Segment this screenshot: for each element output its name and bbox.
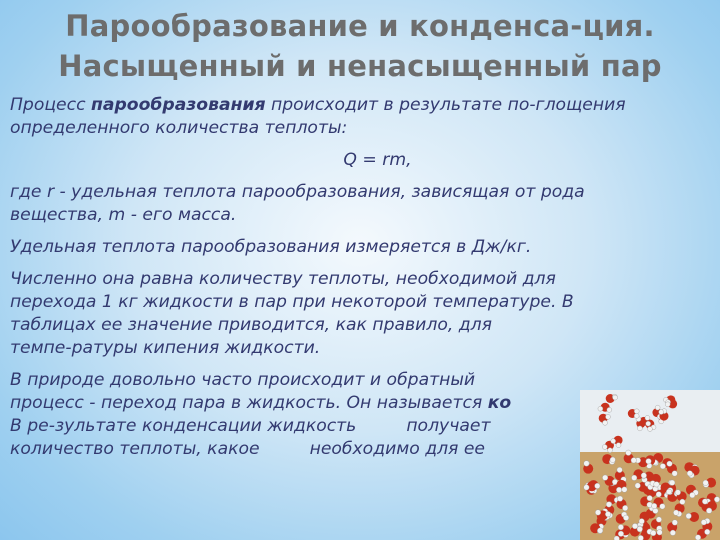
p5-line-2-text: процесс - переход пара в жидкость. Он называется <box>10 393 488 413</box>
p5-line-3-a: В ре-зультате конденсации жидкость <box>10 416 357 436</box>
molecules-svg <box>580 390 720 540</box>
p5-line-1: В природе довольно часто происходит и обратный <box>10 370 476 390</box>
p1-lead: Процесс <box>10 95 91 115</box>
p1-line-1 <box>10 94 715 117</box>
title-line-1: Парообразование и конденса-ция. <box>65 9 655 43</box>
p4-line-2: перехода 1 кг жидкости в пар при некоторой температуре. В <box>10 292 574 312</box>
slide-title <box>0 6 720 86</box>
p2-line-2: вещества, m - его масса. <box>10 205 237 225</box>
p1-rest: происходит в результате по-глощения <box>265 95 626 115</box>
p3-line-1: Удельная теплота парообразования измеряется в Дж/кг. <box>10 237 532 257</box>
formula: Q = rm, <box>343 150 412 170</box>
p4-line-3: таблицах ее значение приводится, как правило, для <box>10 315 492 335</box>
p1-line-2: определенного количества теплоты: <box>10 118 348 138</box>
molecules-illustration-icon <box>580 390 720 540</box>
p2-line-1: где r - удельная теплота парообразования, зависящая от рода <box>10 182 585 202</box>
p5-line-4-b: необходимо для ее <box>309 439 486 459</box>
p4-line-1: Численно она равна количеству теплоты, необходимой для <box>10 269 556 289</box>
p5-line-2-bold: ко <box>487 393 512 413</box>
p1-bold-term: парообразования <box>91 95 266 115</box>
p4-line-4: темпе-ратуры кипения жидкости. <box>10 338 321 358</box>
title-line-2: Насыщенный и ненасыщенный пар <box>58 49 662 83</box>
p5-line-3-b: получает <box>406 416 491 436</box>
p5-line-4-a: количество теплоты, какое <box>10 439 260 459</box>
